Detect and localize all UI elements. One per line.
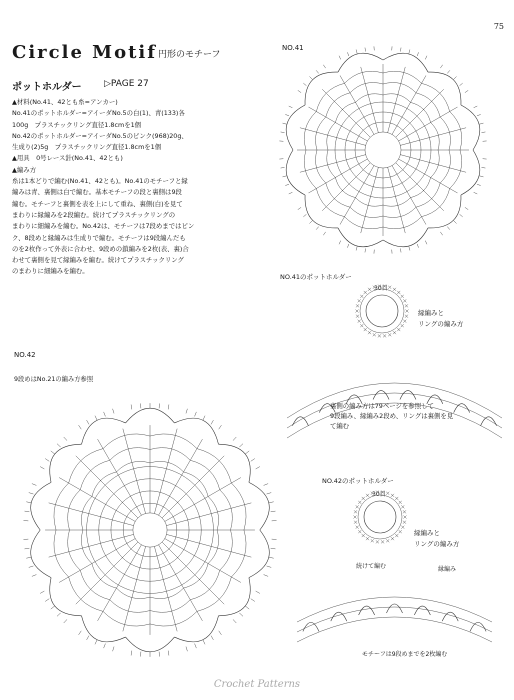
stitch-spoke [309,107,368,141]
edging-label: 縁編み [438,566,457,573]
picot [440,65,442,68]
no41-note: 裏側の編み方は79ページを参照して [330,402,434,410]
chain-arc [110,600,150,613]
scallop [174,616,218,642]
picot [186,647,187,652]
picot [29,493,34,494]
stitch-spoke [76,456,138,518]
picot [289,192,293,194]
chain-arc [54,483,69,530]
picot [211,420,213,424]
instruction-line: ▲材料(No.41、42とも糸=アンカー) [12,98,118,106]
picot [285,114,289,115]
no41-doily-diagram [258,40,514,270]
no42-doily-diagram [0,380,300,680]
stitch-spoke [399,107,458,141]
instruction-line: No.41のポットホルダー=アイーダNo.5の白(1)、青(133)各 [12,109,185,118]
picot [474,192,478,194]
picot [64,619,67,623]
picot [32,575,37,577]
picot [481,167,485,168]
picot [219,631,222,635]
picot [298,207,301,209]
scallop [249,482,269,530]
stitch-spoke [300,155,366,173]
picot [79,631,82,635]
instruction-line: 編む。モチーフと裏側を表を上にして重ね、裏側(白)を見て [12,199,183,208]
page-reference: ▷PAGE 27 [104,79,149,89]
scallop [338,53,383,72]
instruction-line: 100g プラスチックリング直径1.8cmを1個 [12,120,142,129]
picot [409,50,410,54]
scallop [31,530,51,578]
picot [233,437,236,441]
chain-arc [150,611,197,626]
edge-ring-label: 縁編みと [418,309,444,317]
stitch-spoke [392,76,426,135]
plastic-ring [364,501,396,533]
no41-potholder-label: NO.41のポットホルダー [280,273,352,281]
edging-scallop [387,604,403,613]
scallop [338,228,383,247]
scallop [286,150,305,195]
picot [186,409,187,414]
picot [417,244,418,248]
picot [465,207,468,209]
picot [113,647,114,652]
chain-arc [103,434,150,449]
chain-arc [54,530,69,577]
edging-scallop [359,606,375,615]
edging-scallop [400,391,416,400]
picot [113,409,114,414]
picot [269,557,274,558]
chain-arc [103,611,150,626]
scallop [50,444,82,482]
stitch-spoke [76,542,138,604]
picot [481,132,485,133]
instruction-line: まわりに縁編みを2段編む。続けてプラスチックリングの [12,210,176,219]
no42-subtitle: 9段めはNo.21の編み方参照 [14,376,94,383]
picot [245,451,249,454]
stitch-spoke [309,159,368,193]
single-crochet-ring [358,495,402,539]
picot [339,56,341,60]
picot [25,511,30,512]
edge-ring-label: リングの編み方 [418,320,464,328]
stitch-spoke [388,167,406,233]
scallop [82,616,126,642]
picot [460,214,463,217]
picot [323,65,325,68]
picot [32,484,37,486]
ring-count-label: 30目 [374,285,388,292]
picot [283,123,287,124]
stitch-spoke [400,155,466,173]
instruction-line: のを2枚作って外表に合わせ、9段めの鎖編みを2枚(表、裏)合 [12,244,189,253]
instruction-line: No.42のポットホルダー=アイーダNo.5のピンク(968)20g、 [12,131,188,140]
picot [203,640,205,644]
edging-scallop [373,391,389,400]
no41-note: て編む [330,422,350,430]
picot [323,232,325,235]
section-title: ポットホルダー [12,82,82,93]
picot [40,467,44,469]
picot [104,644,106,649]
stitch-spoke [162,542,224,604]
edge-ring-label: リングの編み方 [414,540,460,548]
picot [256,591,260,593]
chain-arc [150,448,190,461]
picot [95,640,97,644]
picot [233,619,236,623]
no41-label: NO.41 [282,44,304,52]
picot [104,412,106,417]
picot [365,248,366,252]
picot [219,425,222,429]
edging-row [287,393,502,428]
page-subtitle: 円形のモチーフ [158,50,221,60]
edging-scallop [481,417,497,426]
picot [26,502,31,503]
stitch-spoke [392,166,426,225]
stitch-spoke [361,67,379,133]
scallop [286,105,305,150]
picot [95,416,97,420]
instruction-line: 糸は1本どりで編む(No.41、42とも)。No.41のモチーフと縁 [12,177,188,186]
motif-note: モチーフは9段めまでを2枚編む [362,651,448,658]
picot [281,167,285,168]
picot [400,248,401,252]
picot [303,83,306,86]
picot [454,221,457,224]
scallop [383,228,428,247]
picot [339,241,341,245]
picot [460,83,463,86]
scallop [126,408,175,423]
instructions-text [12,97,270,278]
picot [64,437,67,441]
picot [400,48,401,52]
picot [51,606,55,609]
picot [409,247,410,251]
chain-arc [220,530,233,570]
edging-scallop [346,395,362,404]
scallop [461,150,480,195]
picot [454,76,457,79]
scallop [50,578,82,616]
picot [425,241,427,245]
picot [303,214,306,217]
chain-arc [150,434,197,449]
chain-arc [220,490,233,530]
edge-ring-label: 縁編みと [414,529,440,537]
edging-row [287,403,502,438]
single-crochet-ring [360,289,404,333]
picot [283,176,287,177]
edging-row [297,617,492,642]
picot [417,52,418,56]
instruction-line: ▲編み方 [12,165,37,174]
picot [264,575,269,577]
picot [425,56,427,60]
instruction-line: ク、8段めと縁編みは生成りで編む。モチーフは9段編んだも [12,233,186,242]
edging-scallop [470,622,486,631]
stitch-spoke [162,456,224,518]
chain-arc [150,600,190,613]
picot [447,70,450,73]
picot [195,644,197,649]
picot [447,227,450,230]
edging-diagram-a [282,338,512,478]
picot [131,651,132,656]
picot [347,244,348,248]
picot [79,425,82,429]
picot [45,599,49,602]
picot [26,557,31,558]
stitch-spoke [340,76,374,135]
picot [440,232,442,235]
picot [40,591,44,593]
edging-scallop [454,404,470,413]
continue-label: 続けて編む [356,563,387,570]
picot [211,636,213,640]
picot [239,444,243,447]
page-number: 75 [493,22,504,31]
instruction-line: のまわりに細編みを編む。 [12,267,89,276]
page-title: Circle Motif [12,42,157,63]
picot [239,613,243,616]
picot [168,405,169,410]
picot [203,416,205,420]
chain-arc [68,530,81,570]
picot [87,636,89,640]
stitch-spoke [399,159,458,193]
picot [309,221,312,224]
instruction-line: わせて裏側を見て縁編みを編む。続けてプラスチックリング [12,256,184,265]
no42-label: NO.42 [14,351,36,359]
picot [465,90,468,92]
edging-scallop [414,606,430,615]
scallop [31,482,51,530]
picot [480,123,484,124]
scallop [249,530,269,578]
picot [365,48,366,52]
stitch-ring [133,513,167,547]
picot [45,459,49,462]
chain-arc [68,490,81,530]
edging-scallop [427,395,443,404]
scallop [218,578,250,616]
picot [285,184,289,185]
picot [271,548,276,549]
edging-row [287,383,502,418]
picot [245,606,249,609]
picot [347,52,348,56]
ring-diagram-b [340,482,420,552]
picot [269,502,274,503]
edging-scallop [319,404,335,413]
instruction-line: 編みは青、裏側は白で編む。基本モチーフの段と裏側は9段 [12,188,182,197]
stitch-spoke [300,128,366,146]
picot [168,651,169,656]
picot [51,451,55,454]
chain-arc [110,448,150,461]
picot [474,106,478,108]
picot [271,511,276,512]
picot [29,566,34,567]
scallop [82,418,126,444]
stitch-spoke [361,167,379,233]
scallop [218,444,250,482]
picot [267,493,272,494]
instruction-line: ▲用具 0号レース針(No.41、42とも) [12,154,123,163]
picot [477,114,481,115]
scallop [461,105,480,150]
picot [131,405,132,410]
stitch-spoke [388,67,406,133]
stitch-ring [365,132,401,168]
picot [264,484,269,486]
picot [195,412,197,417]
picot [477,184,481,185]
scallop [383,53,428,72]
stitch-spoke [400,128,466,146]
picot [289,106,293,108]
chain-arc [231,530,246,577]
scallop [126,637,175,652]
instruction-line: まわりに細編みを編む。No.42は、モチーフは7段めまではピン [12,222,195,231]
scallop [174,418,218,444]
stitch-spoke [340,166,374,225]
picot [87,420,89,424]
ring-count-label: 30目 [372,491,386,498]
plastic-ring [366,295,398,327]
picot [316,70,319,73]
no41-note: 9段編み、縁編み2段め、リングは裏側を見 [330,412,454,420]
edging-scallop [303,622,319,631]
picot [356,247,357,251]
picot [267,566,272,567]
picot [256,467,260,469]
picot [25,548,30,549]
watermark: Crochet Patterns [213,679,301,690]
picot [309,76,312,79]
edging-row [297,597,492,622]
no42-potholder-label: NO.42のポットホルダー [322,477,394,485]
picot [298,90,301,92]
edging-diagram-b [292,562,502,652]
picot [356,50,357,54]
picot [57,444,61,447]
picot [251,459,255,462]
ring-diagram-a [342,276,422,346]
picot [480,176,484,177]
edging-row [297,607,492,632]
picot [316,227,319,230]
chain-arc [231,483,246,530]
picot [57,613,61,616]
picot [281,132,285,133]
instruction-line: 生成り(2)5g プラスチックリング直径1.8cmを1個 [12,143,162,152]
edging-scallop [292,417,308,426]
picot [251,599,255,602]
